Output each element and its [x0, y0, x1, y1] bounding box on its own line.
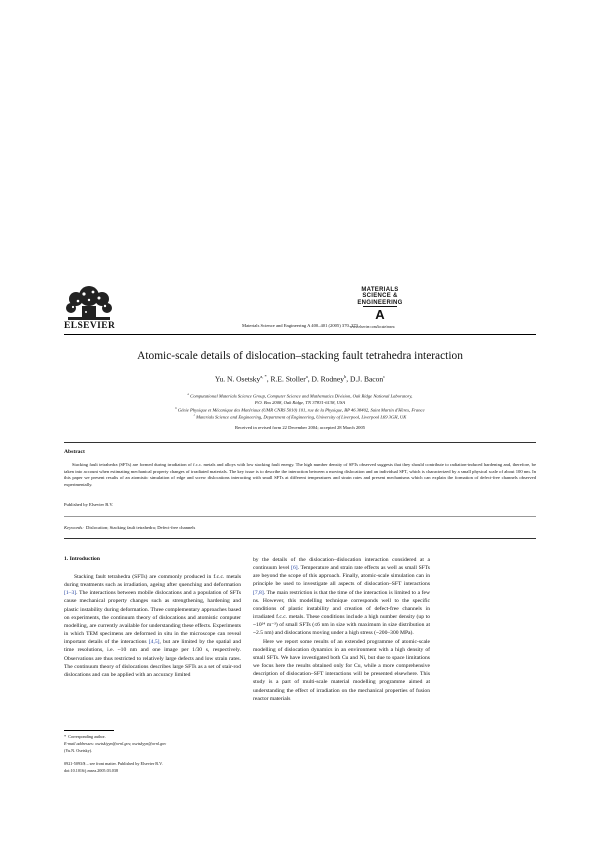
affiliation-line: P.O. Box 2008, Oak Ridge, TN 37831-6138, USA	[254, 399, 346, 405]
footnote-rule	[64, 730, 114, 731]
body-text-run: . The interactions between mobile dislocations and a population of SFTs cause mechanical property changes such as strengthening, hardening and plastic instability during deformation. Three complementary approaches based on experiments, the continuum theory of dislocations and atomistic computer modelling, are currently available for understanding these effects. Experiments in which TEM specimens are deformed in situ in the microscope can reveal important details of the interactions	[64, 590, 241, 646]
abstract-text: Stacking fault tetrahedra (SFTs) are formed during irradiation of f.c.c. metals and alloys with low stacking fault energy. The high number density of SFTs observed suggests that they should contribute to radiation-induced hardening and, therefore, be taken into account when estimating mechanical property changes of irradiated materials. The key issue is to describe the interaction between a moving dislocation and an individual SFT, which is characterized by a small physical scale of about 100 nm. In this paper we present results of an atomistic simulation of edge and screw dislocations interacting with small SFTs at different temperatures and strain rates and present mechanisms which can explain the formation of defect-free channels observed experimentally.	[64, 462, 536, 488]
journal-reference: Materials Science and Engineering A 400–401 (2005) 370–373	[242, 323, 358, 328]
affiliation-c	[0, 413, 600, 421]
affiliation-line: Materials Science and Engineering, Department of Engineering, University of Liverpool, Liverpool L69 3GH, UK	[196, 414, 407, 420]
body-text-run: Here we report some results of an extended programme of atomic-scale modelling of dislocation dynamics in an environment with a high density of small SFTs. We have investigated both Cu and Ni, but due to space limitations we focus here the results obtained only for Cu, while a more comprehensive description of dislocation–SFT interactions will be presented elsewhere. This study is a part of multi-scale material modelling programme aimed at understanding the effect of irradiation on the mechanical properties of fusion reactor materials	[253, 638, 430, 702]
footnote-email[interactable]: E-mail addresses: osetskiyyn@ornl.gov, osetskyyn@ornl.gov	[64, 741, 167, 746]
citation-link[interactable]: [4,5]	[148, 639, 160, 646]
journal-url[interactable]: www.elsevier.com/locate/msea	[350, 325, 395, 329]
publisher-logo-tree-icon	[64, 284, 114, 322]
affiliation-line: Génie Physique et Mécanique des Matériaux (UMR CNRS 5010) 101, rue de la Physique, BP 46 38402, Saint Martin d'Hères, France	[177, 407, 425, 413]
left-column-text	[64, 573, 241, 679]
front-matter-doi[interactable]: doi:10.1016/j.msea.2005.03.038	[64, 768, 119, 773]
footnote-corresponding	[64, 734, 106, 740]
author-affiliation-mark: a	[305, 374, 308, 379]
affiliation-mark: c	[193, 414, 195, 417]
body-text-run: . The main restriction is that the time of the interaction is limited to a few ns. However, this modelling technique corresponds well to the specific conditions of plastic instability and creation of defect-free channels in irradiated f.c.c. metals. These conditions include a high number density (up to ~10²⁴ m⁻³) of small SFTs (≤6 nm in size with maximum in size distribution at ~2.5 nm) and dislocations moving under a high stress (~200–300 MPa).	[253, 589, 430, 637]
body-text-run: Stacking fault tetrahedra (SFTs) are commonly produced in f.c.c. metals during treatments such as irradiation, ageing after quenching and deformation	[64, 574, 241, 589]
affiliation-line: Computational Materials Science Group, Computer Science and Mathematics Division, Oak Ridge National Laboratory,	[190, 393, 413, 399]
body-text-run: by the details of the dislocation–dislocation interaction considered at a continuum level	[253, 557, 430, 572]
author-affiliation-mark: a, *	[260, 374, 267, 379]
citation-link[interactable]: [6]	[291, 565, 298, 572]
journal-logo-line: ENGINEERING	[357, 299, 403, 306]
author-list: Yu. N. Osetsky$^{a, *}$, R.E. Stoller$^a$, D. Rodney$^b$, D.J. Bacon$^c$	[214, 374, 386, 384]
journal-logo-letter: A	[375, 306, 385, 322]
keywords-value: Dislocation; Stacking fault tetrahedra; Defect-free channels	[86, 525, 196, 530]
author-name: D. Rodney	[311, 374, 344, 384]
abstract-rule-top	[64, 442, 536, 443]
section-heading-introduction: 1. Introduction	[64, 556, 100, 562]
author-name: D.J. Bacon	[350, 374, 384, 384]
body-text-run: . Temperature and strain rate effects as well as small SFTs are beyond the scope of this approach. Finally, atomic-scale simulation can in principle be used to investigate all aspects of dislocation–SFT interactions	[253, 565, 430, 588]
received-dates: Received in revised form 22 December 2004; accepted 28 March 2005	[234, 425, 366, 430]
keywords-rule	[64, 538, 536, 539]
keywords-label: Keywords:	[64, 525, 84, 530]
right-column-paragraph-2	[253, 638, 430, 703]
front-matter-issn: 0921-5093/$ – see front matter. Published by Elsevier B.V.	[64, 761, 163, 766]
affiliation-a	[0, 392, 600, 406]
publisher-name: ELSEVIER	[64, 321, 116, 331]
author-affiliation-mark: b	[344, 374, 347, 379]
abstract-rule-bottom	[64, 516, 536, 517]
abstract-publisher-note: Published by Elsevier B.V.	[64, 502, 114, 507]
journal-logo-line: SCIENCE &	[362, 293, 398, 300]
body-text-run: , but are limited by the spatial and time resolutions, i.e. ~10 nm and one image per 1/30 s, respectively. Observations are thus restricted to relatively large defects and low strain rates. The continuum theory of dislocations describes large SFTs as a set of stair-rod dislocations and can be applied with an accuracy limited	[64, 639, 241, 678]
keywords	[64, 525, 195, 530]
citation-link[interactable]: [1–3]	[64, 590, 77, 597]
affiliation-mark: b	[175, 407, 177, 410]
footnote-star-mark: *	[64, 734, 67, 739]
abstract-heading: Abstract	[64, 449, 85, 455]
right-column-text	[253, 556, 430, 703]
right-column-paragraph-1	[253, 556, 430, 638]
footnote-author-name: (Yu.N. Osetsky).	[64, 748, 93, 753]
journal-logo	[354, 287, 406, 322]
author-name: Yu. N. Osetsky	[214, 374, 261, 384]
journal-logo-line: MATERIALS	[361, 287, 399, 293]
author-affiliation-mark: c	[383, 374, 386, 379]
footnote-corresponding-text: Corresponding author.	[68, 734, 106, 739]
header-rule	[64, 334, 536, 335]
citation-link[interactable]: [7,8]	[253, 589, 264, 596]
author-name: R.E. Stoller	[270, 374, 306, 384]
affiliation-mark: a	[187, 393, 189, 396]
paper-title: Atomic-scale details of dislocation–stacking fault tetrahedra interaction	[137, 350, 463, 362]
